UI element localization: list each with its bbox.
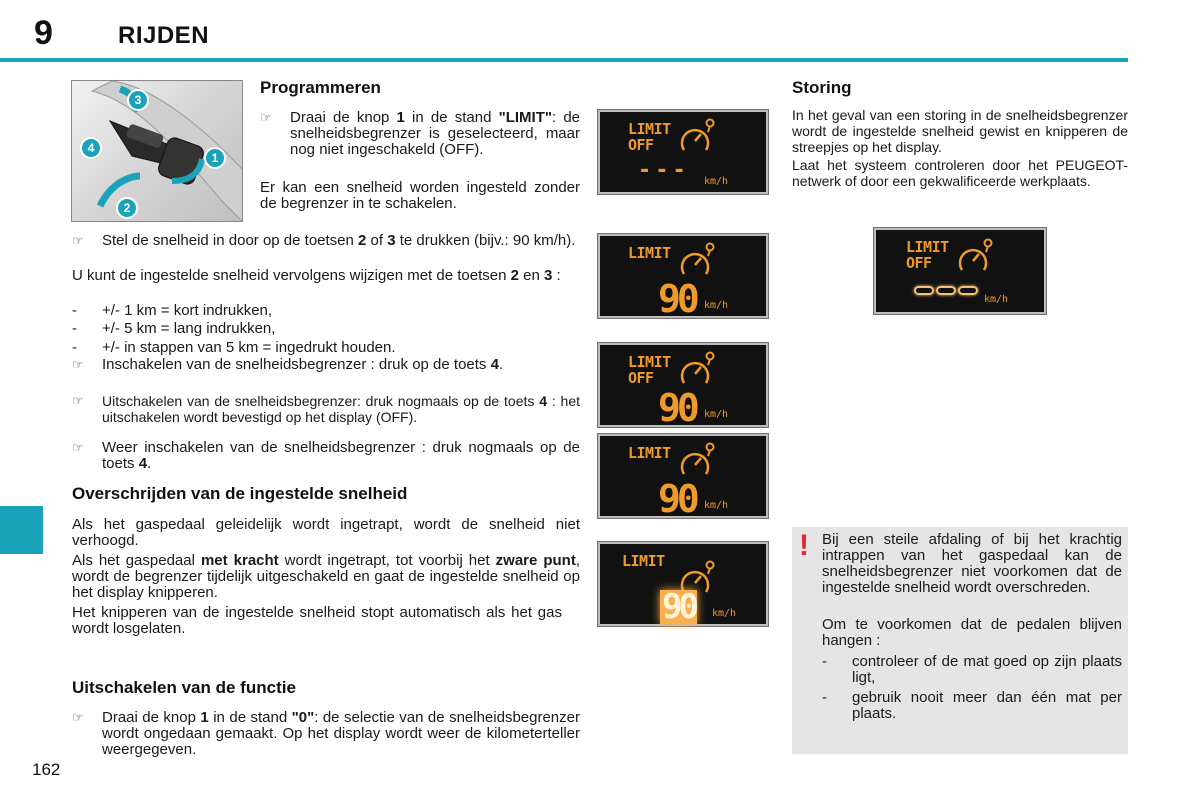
callout-2: 2 — [116, 197, 138, 219]
warning-dash-2: - gebruik nooit meer dan één mat per plaats. — [822, 689, 1122, 722]
hand-pointer-icon: ☞ — [72, 393, 84, 408]
display-speed: 90 — [658, 386, 696, 430]
dash-item-2: - +/- 5 km = lang indrukken, — [72, 320, 276, 337]
stalk-illustration — [71, 80, 243, 222]
programmeren-heading: Programmeren — [260, 78, 381, 97]
display-unit: km/h — [704, 176, 729, 187]
blinking-dash-3 — [958, 286, 978, 295]
page-number: 162 — [32, 760, 61, 779]
storing-heading: Storing — [792, 78, 852, 97]
display-limit-label: LIMIT — [622, 552, 665, 570]
display-speed: 90 — [658, 277, 696, 321]
chapter-side-tab — [0, 506, 43, 554]
display-speed-blinking: 90 — [662, 587, 695, 627]
overschrijden-para-3: Het knipperen van de ingestelde snelheid stopt automatisch als het gas wordt losgelaten. — [72, 604, 562, 637]
dash-item-1: - +/- 1 km = kort indrukken, — [72, 302, 273, 319]
display-limit-blinking — [598, 542, 768, 626]
display-speed: 90 — [658, 477, 696, 521]
programmeren-item-2: ☞ Stel de snelheid in door op de toetsen 2 of 3 te drukken (bijv.: 90 km/h). — [72, 232, 576, 249]
speedometer-icon — [958, 236, 994, 276]
warning-dash-1: - controleer of de mat goed op zijn plaats ligt, — [822, 653, 1122, 686]
uitschakelen-item: ☞ Draai de knop 1 in de stand "0": de selectie van de snelheidsbegrenzer wordt ongedaan gemaakt. Op het display wordt weer de kilometerteller weergegeven. — [72, 709, 580, 758]
speedometer-icon — [680, 349, 716, 389]
warning-para-2: Om te voorkomen dat de pedalen blijven hangen : — [822, 616, 1122, 649]
programmeren-para: Er kan een snelheid worden ingesteld zonder de begrenzer in te schakelen. — [260, 179, 580, 212]
display-limit-90-reenabled — [598, 434, 768, 521]
hand-pointer-icon: ☞ — [72, 357, 84, 372]
uitschakelen-heading: Uitschakelen van de functie — [72, 678, 296, 697]
display-limit-90 — [598, 234, 768, 321]
programmeren-item-5: ☞ Weer inschakelen van de snelheidsbegrenzer : druk nogmaals op de toets 4. — [72, 439, 580, 472]
overschrijden-heading: Overschrijden van de ingestelde snelheid — [72, 484, 408, 503]
programmeren-para-2: U kunt de ingestelde snelheid vervolgens wijzigen met de toetsen 2 en 3 : — [72, 267, 561, 284]
hand-pointer-icon: ☞ — [72, 233, 84, 248]
warning-para-1: Bij een steile afdaling of bij het krachtig intrappen van het gaspedaal kan de snelheidsbegrenzer niet voorkomen dat de ingestelde snelheid wordt overschreden. — [822, 531, 1122, 596]
display-limit-label: LIMIT — [628, 120, 671, 138]
display-off-label: OFF — [628, 369, 654, 387]
display-unit: km/h — [704, 500, 729, 511]
display-off-label: OFF — [906, 254, 932, 272]
dash-item-3: - +/- in stappen van 5 km = ingedrukt houden. — [72, 339, 396, 356]
display-off-label: OFF — [628, 136, 654, 154]
header-rule — [0, 58, 1128, 62]
callout-4: 4 — [80, 137, 102, 159]
hand-pointer-icon: ☞ — [72, 710, 84, 725]
display-storing-dashes — [874, 228, 1046, 314]
blinking-dash-2 — [936, 286, 956, 295]
overschrijden-para-2: Als het gaspedaal met kracht wordt ingetrapt, tot voorbij het zware punt, wordt de begrenzer tijdelijk uitgeschakeld en gaat de ingestelde snelheid op het display knipperen. — [72, 552, 581, 601]
display-unit: km/h — [712, 608, 737, 619]
display-limit-label: LIMIT — [906, 238, 949, 256]
speedometer-icon — [680, 440, 716, 480]
display-limit-label: LIMIT — [628, 353, 671, 371]
display-limit-off-90 — [598, 343, 768, 430]
callout-3: 3 — [127, 89, 149, 111]
display-unit: km/h — [984, 294, 1009, 305]
storing-para-1: In het geval van een storing in de snelheidsbegrenzer wordt de ingestelde snelheid gewist en knipperen de streepjes op het display. — [792, 107, 1128, 155]
display-limit-label: LIMIT — [628, 244, 671, 262]
programmeren-item-4: ☞ Uitschakelen van de snelheidsbegrenzer: druk nogmaals op de toets 4 : het uitschakelen wordt bevestigd op het display (OFF). — [72, 393, 580, 425]
warning-exclamation-icon: ! — [799, 529, 809, 562]
speedometer-icon — [680, 116, 716, 156]
hand-pointer-icon: ☞ — [260, 110, 272, 125]
programmeren-item-3: ☞ Inschakelen van de snelheidsbegrenzer : druk op de toets 4. — [72, 356, 504, 373]
callout-1: 1 — [204, 147, 226, 169]
chapter-title: RIJDEN — [118, 22, 210, 49]
blinking-dash-1 — [914, 286, 934, 295]
chapter-number: 9 — [34, 14, 53, 52]
display-unit: km/h — [704, 409, 729, 420]
display-limit-off-dashes — [598, 110, 768, 194]
programmeren-item-1: ☞ Draai de knop 1 in de stand "LIMIT": de snelheidsbegrenzer is geselecteerd, maar nog niet ingeschakeld (OFF). — [260, 109, 581, 158]
display-limit-label: LIMIT — [628, 444, 671, 462]
display-dashes: --- — [638, 158, 690, 183]
display-unit: km/h — [704, 300, 729, 311]
hand-pointer-icon: ☞ — [72, 440, 84, 455]
overschrijden-para-1: Als het gaspedaal geleidelijk wordt ingetrapt, wordt de snelheid niet verhoogd. — [72, 516, 580, 549]
speedometer-icon — [680, 240, 716, 280]
storing-para-2: Laat het systeem controleren door het PEUGEOT-netwerk of door een gekwalificeerde werkplaats. — [792, 157, 1128, 189]
